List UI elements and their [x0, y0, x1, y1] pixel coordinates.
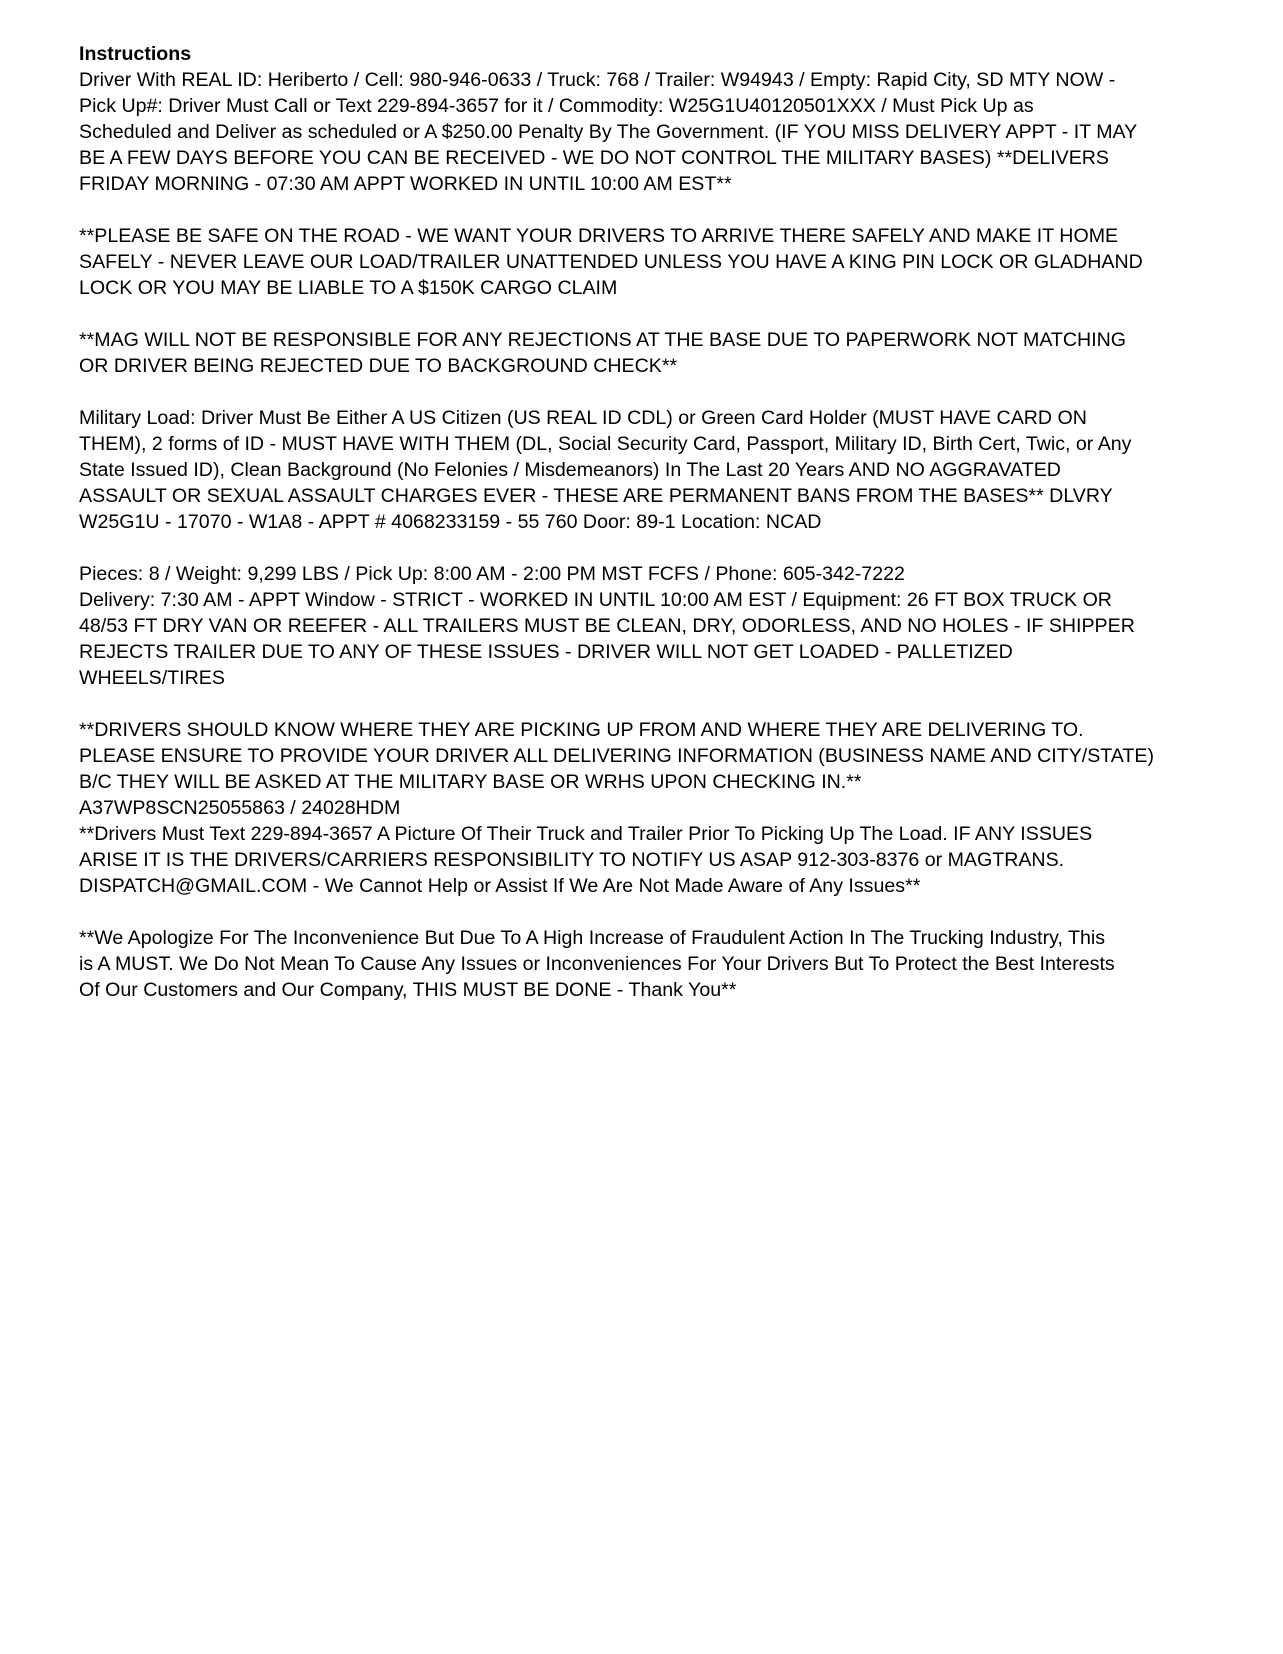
paragraph-spacer	[79, 197, 1239, 223]
rejection-disclaimer-paragraph: **MAG WILL NOT BE RESPONSIBLE FOR ANY REJECTIONS AT THE BASE DUE TO PAPERWORK NOT MATCHING OR DRIVER BEING REJECTED DUE TO BACKGROUND CHECK**	[79, 329, 1127, 377]
military-load-requirements-paragraph: Military Load: Driver Must Be Either A US Citizen (US REAL ID CDL) or Green Card Holder (MUST HAVE CARD ON THEM), 2 forms of ID - MUST HAVE WITH THEM (DL, Social Security Card, Passport, Military ID, Birth Cert, Twic, or Any State Issued ID), Clean Background (No Felonies / Misdemeanors) In The Last 20 Years AND NO AGGRAVATED ASSAULT OR SEXUAL ASSAULT CHARGES EVER - THESE ARE PERMANENT BANS FROM THE BASES** DLVRY W25G1U - 17070 - W1A8 - APPT # 4068233159 - 55 760 Door: 89-1 Location: NCAD	[79, 407, 1132, 533]
paragraph-spacer	[79, 379, 1239, 405]
driver-information-paragraph: **DRIVERS SHOULD KNOW WHERE THEY ARE PICKING UP FROM AND WHERE THEY ARE DELIVERING TO. PLEASE ENSURE TO PROVIDE YOUR DRIVER ALL DELIVERING INFORMATION (BUSINESS NAME AND CITY/STATE) B/C THEY WILL BE ASKED AT THE MILITARY BASE OR WRHS UPON CHECKING IN.** A37WP8SCN25055863 / 24028HDM **Drivers Must Text 229-894-3657 A Picture Of Their Truck and Trailer Prior To Picking Up The Load. IF ANY ISSUES ARISE IT IS THE DRIVERS/CARRIERS RESPONSIBILITY TO NOTIFY US ASAP 912-303-8376 or MAGTRANS. DISPATCH@GMAIL.COM - We Cannot Help or Assist If We Are Not Made Aware of Any Issues**	[79, 719, 1154, 897]
apology-paragraph: **We Apologize For The Inconvenience But Due To A High Increase of Fraudulent Action In The Trucking Industry, This is A MUST. We Do Not Mean To Cause Any Issues or Inconveniences For Your Drivers But To Protect the Best Interests Of Our Customers and Our Company, THIS MUST BE DONE - Thank You**	[79, 927, 1115, 1001]
paragraph-spacer	[79, 301, 1239, 327]
instructions-heading: Instructions	[79, 43, 192, 65]
safety-notice-paragraph: **PLEASE BE SAFE ON THE ROAD - WE WANT YOUR DRIVERS TO ARRIVE THERE SAFELY AND MAKE IT HOME SAFELY - NEVER LEAVE OUR LOAD/TRAILER UNATTENDED UNLESS YOU HAVE A KING PIN LOCK OR GLADHAND LOCK OR YOU MAY BE LIABLE TO A $150K CARGO CLAIM	[79, 225, 1143, 299]
paragraph-spacer	[79, 899, 1239, 925]
driver-details-paragraph: Driver With REAL ID: Heriberto / Cell: 980-946-0633 / Truck: 768 / Trailer: W94943 / Empty: Rapid City, SD MTY NOW - Pick Up#: Driver Must Call or Text 229-894-3657 for it / Commodity: W25G1U40120501XXX / Must Pick Up as Scheduled and Deliver as scheduled or A $250.00 Penalty By The Government. (IF YOU MISS DELIVERY APPT - IT MAY BE A FEW DAYS BEFORE YOU CAN BE RECEIVED - WE DO NOT CONTROL THE MILITARY BASES) **DELIVERS FRIDAY MORNING - 07:30 AM APPT WORKED IN UNTIL 10:00 AM EST**	[79, 69, 1138, 195]
paragraph-spacer	[79, 691, 1239, 717]
paragraph-spacer	[79, 535, 1239, 561]
instructions-document	[79, 41, 1239, 1003]
load-details-paragraph: Pieces: 8 / Weight: 9,299 LBS / Pick Up: 8:00 AM - 2:00 PM MST FCFS / Phone: 605-342-7222 Delivery: 7:30 AM - APPT Window - STRICT - WORKED IN UNTIL 10:00 AM EST / Equipment: 26 FT BOX TRUCK OR 48/53 FT DRY VAN OR REEFER - ALL TRAILERS MUST BE CLEAN, DRY, ODORLESS, AND NO HOLES - IF SHIPPER REJECTS TRAILER DUE TO ANY OF THESE ISSUES - DRIVER WILL NOT GET LOADED - PALLETIZED WHEELS/TIRES	[79, 563, 1135, 689]
